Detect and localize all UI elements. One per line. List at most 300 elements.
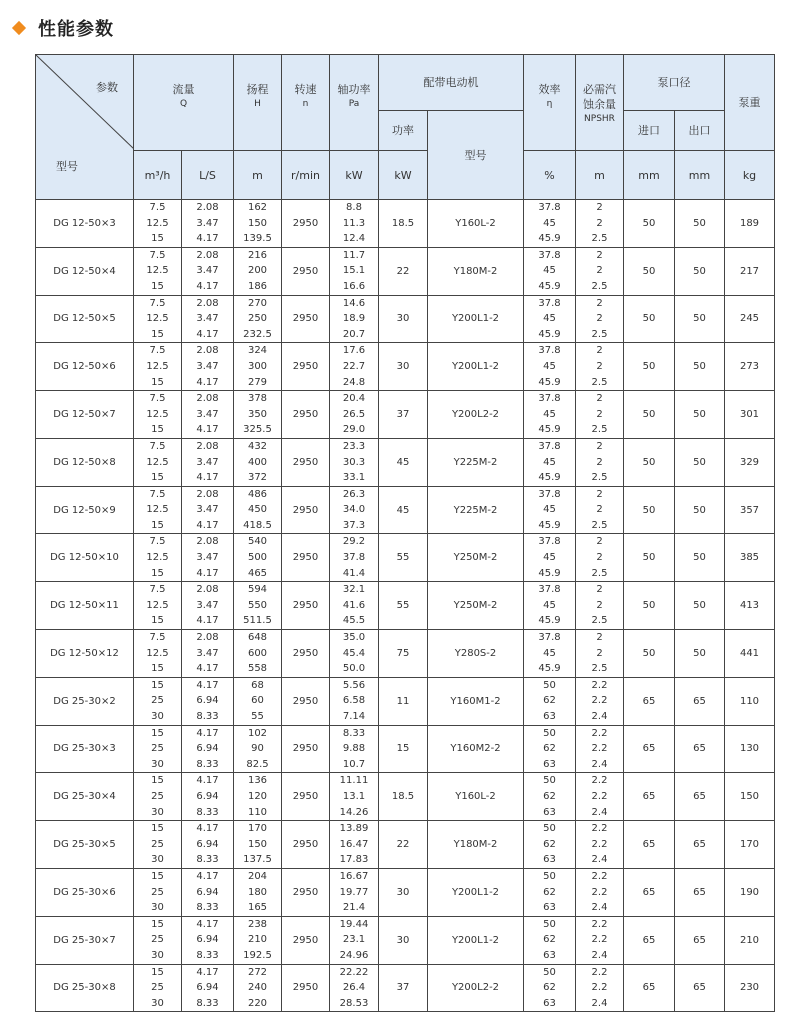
shaft-power-cell-value: 32.1 — [342, 584, 366, 596]
flow-ls-cell-value: 4.17 — [196, 615, 219, 627]
shaft-power-cell-value: 17.83 — [339, 854, 369, 866]
shaft-power-cell-value: 35.0 — [342, 632, 366, 644]
speed-cell: 2950 — [282, 677, 330, 725]
flow-ls-cell-value: 6.94 — [196, 838, 219, 850]
motor-model-cell: Y160M1-2 — [428, 677, 524, 725]
header-flow — [134, 55, 234, 151]
outlet-cell: 50 — [675, 534, 725, 582]
efficiency-cell — [524, 821, 576, 869]
header-speed — [282, 55, 330, 151]
header-shaft-power-symbol: Pa — [348, 99, 360, 109]
inlet-cell: 50 — [624, 438, 675, 486]
flow-ls-cell-value: 4.17 — [196, 424, 219, 436]
shaft-power-cell — [330, 247, 379, 295]
npshr-cell-value: 2.2 — [591, 966, 608, 978]
header-params-label: 参数 — [96, 81, 118, 94]
npshr-cell — [576, 391, 624, 439]
efficiency-cell-value: 45.9 — [538, 233, 561, 245]
shaft-power-cell — [330, 821, 379, 869]
shaft-power-cell-value: 41.4 — [342, 567, 366, 579]
head-cell-value: 432 — [247, 440, 268, 452]
flow-ls-cell — [182, 821, 234, 869]
flow-ls-cell-value: 4.17 — [196, 823, 219, 835]
flow-m3h-cell-value: 25 — [151, 838, 164, 850]
npshr-cell-value: 2.2 — [591, 886, 608, 898]
flow-ls-cell — [182, 964, 234, 1012]
efficiency-cell — [524, 247, 576, 295]
outlet-cell: 65 — [675, 725, 725, 773]
shaft-power-cell-value: 22.7 — [342, 360, 366, 372]
weight-cell: 441 — [725, 630, 775, 678]
unit-motor-power: kW — [379, 151, 428, 200]
head-cell-value: 272 — [247, 966, 268, 978]
shaft-power-cell-value: 41.6 — [342, 599, 366, 611]
outlet-cell: 65 — [675, 677, 725, 725]
speed-cell: 2950 — [282, 534, 330, 582]
model-cell: DG 25-30×3 — [36, 725, 134, 773]
flow-ls-cell-value: 8.33 — [196, 711, 219, 722]
flow-m3h-cell — [134, 725, 182, 773]
motor-power-cell: 55 — [379, 582, 428, 630]
inlet-cell: 50 — [624, 200, 675, 248]
shaft-power-cell — [330, 916, 379, 964]
shaft-power-cell-value: 34.0 — [342, 504, 366, 516]
npshr-cell-value: 2.2 — [591, 870, 608, 882]
motor-model-cell: Y200L1-2 — [428, 868, 524, 916]
efficiency-cell — [524, 677, 576, 725]
head-cell-value: 55 — [251, 711, 264, 722]
efficiency-cell-value: 45 — [543, 408, 556, 420]
flow-ls-cell-value: 3.47 — [196, 599, 219, 611]
weight-cell: 189 — [725, 200, 775, 248]
model-cell: DG 25-30×6 — [36, 868, 134, 916]
flow-m3h-cell-value: 15 — [151, 663, 164, 675]
shaft-power-cell-value: 45.4 — [342, 647, 366, 659]
npshr-cell-value: 2.5 — [591, 424, 608, 436]
head-cell — [234, 247, 282, 295]
flow-ls-cell-value: 6.94 — [196, 695, 219, 707]
npshr-cell-value: 2.4 — [591, 758, 608, 770]
efficiency-cell-value: 63 — [543, 902, 556, 914]
flow-m3h-cell-value: 7.5 — [149, 297, 166, 309]
speed-cell: 2950 — [282, 582, 330, 630]
head-cell-value: 550 — [247, 599, 268, 611]
npshr-cell-value: 2 — [596, 632, 603, 644]
efficiency-cell-value: 63 — [543, 711, 556, 722]
flow-m3h-cell-value: 25 — [151, 695, 164, 707]
shaft-power-cell — [330, 677, 379, 725]
motor-model-cell: Y180M-2 — [428, 821, 524, 869]
header-npshr-line1: 必需汽 — [583, 83, 616, 96]
npshr-cell-value: 2.5 — [591, 663, 608, 675]
outlet-cell: 65 — [675, 821, 725, 869]
head-cell-value: 136 — [247, 775, 268, 787]
shaft-power-cell — [330, 534, 379, 582]
outlet-cell: 50 — [675, 486, 725, 534]
shaft-power-cell — [330, 200, 379, 248]
npshr-cell-value: 2.2 — [591, 918, 608, 930]
header-head-label: 扬程 — [246, 83, 269, 96]
efficiency-cell — [524, 486, 576, 534]
npshr-cell-value: 2.4 — [591, 949, 608, 961]
weight-cell: 385 — [725, 534, 775, 582]
efficiency-cell — [524, 534, 576, 582]
head-cell-value: 450 — [247, 504, 268, 516]
flow-m3h-cell-value: 12.5 — [146, 313, 169, 325]
npshr-cell-value: 2 — [596, 202, 603, 213]
shaft-power-cell-value: 33.1 — [342, 472, 366, 484]
model-cell: DG 25-30×8 — [36, 964, 134, 1012]
flow-ls-cell-value: 6.94 — [196, 743, 219, 755]
outlet-cell: 50 — [675, 391, 725, 439]
flow-ls-cell-value: 3.47 — [196, 552, 219, 564]
weight-cell: 210 — [725, 916, 775, 964]
efficiency-cell-value: 62 — [543, 886, 556, 898]
motor-power-cell: 45 — [379, 486, 428, 534]
inlet-cell: 50 — [624, 534, 675, 582]
npshr-cell — [576, 821, 624, 869]
head-cell-value: 110 — [247, 806, 268, 818]
header-speed-symbol: n — [302, 99, 309, 109]
head-cell-value: 139.5 — [243, 233, 272, 245]
npshr-cell — [576, 630, 624, 678]
shaft-power-cell — [330, 343, 379, 391]
shaft-power-cell-value: 29.2 — [342, 536, 366, 548]
model-cell: DG 12-50×10 — [36, 534, 134, 582]
model-cell: DG 25-30×4 — [36, 773, 134, 821]
section-title: 性能参数 — [38, 19, 114, 40]
flow-ls-cell — [182, 773, 234, 821]
flow-ls-cell-value: 4.17 — [196, 472, 219, 484]
npshr-cell-value: 2 — [596, 536, 603, 548]
speed-cell: 2950 — [282, 486, 330, 534]
flow-ls-cell-value: 8.33 — [196, 854, 219, 866]
header-outlet: 出口 — [675, 111, 725, 151]
npshr-cell-value: 2.2 — [591, 727, 608, 739]
shaft-power-cell-value: 24.8 — [342, 376, 366, 388]
header-speed-label: 转速 — [294, 83, 317, 96]
header-npshr — [576, 55, 624, 151]
flow-ls-cell-value: 4.17 — [196, 775, 219, 787]
model-cell: DG 12-50×6 — [36, 343, 134, 391]
efficiency-cell-value: 37.8 — [538, 584, 561, 596]
speed-cell: 2950 — [282, 630, 330, 678]
shaft-power-cell-value: 13.1 — [342, 790, 366, 802]
outlet-cell: 65 — [675, 773, 725, 821]
weight-cell: 329 — [725, 438, 775, 486]
npshr-cell-value: 2 — [596, 408, 603, 420]
shaft-power-cell-value: 30.3 — [342, 456, 366, 468]
motor-power-cell: 15 — [379, 725, 428, 773]
npshr-cell-value: 2 — [596, 599, 603, 611]
table-row — [36, 868, 775, 916]
efficiency-cell-value: 45 — [543, 265, 556, 277]
flow-ls-cell-value: 3.47 — [196, 265, 219, 277]
head-cell-value: 220 — [247, 997, 268, 1009]
flow-ls-cell-value: 3.47 — [196, 456, 219, 468]
header-head — [234, 55, 282, 151]
efficiency-cell-value: 45.9 — [538, 280, 561, 292]
header-npshr-line2: 蚀余量 — [583, 98, 616, 111]
flow-m3h-cell-value: 7.5 — [149, 536, 166, 548]
npshr-cell-value: 2.5 — [591, 376, 608, 388]
shaft-power-cell-value: 15.1 — [342, 265, 366, 277]
flow-ls-cell-value: 3.47 — [196, 647, 219, 659]
head-cell-value: 300 — [247, 360, 268, 372]
shaft-power-cell-value: 14.26 — [339, 806, 369, 818]
inlet-cell: 65 — [624, 868, 675, 916]
efficiency-cell-value: 45 — [543, 456, 556, 468]
motor-model-cell: Y160M2-2 — [428, 725, 524, 773]
flow-ls-cell-value: 2.08 — [196, 584, 219, 596]
flow-ls-cell-value: 8.33 — [196, 997, 219, 1009]
shaft-power-cell-value: 22.22 — [339, 966, 369, 978]
efficiency-cell-value: 45.9 — [538, 663, 561, 675]
efficiency-cell-value: 37.8 — [538, 393, 561, 405]
head-cell — [234, 773, 282, 821]
flow-ls-cell-value: 8.33 — [196, 758, 219, 770]
speed-cell: 2950 — [282, 391, 330, 439]
flow-m3h-cell-value: 7.5 — [149, 488, 166, 500]
head-cell-value: 150 — [247, 217, 268, 229]
flow-ls-cell-value: 2.08 — [196, 632, 219, 644]
shaft-power-cell-value: 16.47 — [339, 838, 369, 850]
flow-ls-cell-value: 3.47 — [196, 408, 219, 420]
head-cell — [234, 630, 282, 678]
header-motor-power: 功率 — [379, 111, 428, 151]
flow-ls-cell — [182, 534, 234, 582]
table-row — [36, 247, 775, 295]
flow-ls-cell-value: 3.47 — [196, 313, 219, 325]
shaft-power-cell — [330, 868, 379, 916]
flow-m3h-cell-value: 25 — [151, 934, 164, 946]
head-cell-value: 68 — [251, 679, 264, 691]
npshr-cell — [576, 295, 624, 343]
efficiency-cell-value: 45 — [543, 313, 556, 325]
table-row — [36, 821, 775, 869]
npshr-cell-value: 2.4 — [591, 902, 608, 914]
shaft-power-cell-value: 23.1 — [342, 934, 366, 946]
motor-power-cell: 18.5 — [379, 773, 428, 821]
flow-m3h-cell-value: 12.5 — [146, 599, 169, 611]
flow-m3h-cell-value: 15 — [151, 519, 164, 531]
efficiency-cell-value: 45 — [543, 217, 556, 229]
head-cell — [234, 534, 282, 582]
npshr-cell-value: 2 — [596, 504, 603, 516]
flow-m3h-cell-value: 30 — [151, 711, 164, 722]
flow-ls-cell-value: 2.08 — [196, 393, 219, 405]
model-cell: DG 12-50×8 — [36, 438, 134, 486]
shaft-power-cell-value: 16.6 — [342, 280, 366, 292]
efficiency-cell-value: 45 — [543, 599, 556, 611]
npshr-cell — [576, 247, 624, 295]
flow-m3h-cell — [134, 343, 182, 391]
model-cell: DG 25-30×5 — [36, 821, 134, 869]
efficiency-cell-value: 45.9 — [538, 567, 561, 579]
flow-ls-cell-value: 6.94 — [196, 790, 219, 802]
head-cell — [234, 391, 282, 439]
shaft-power-cell-value: 26.3 — [342, 488, 366, 500]
npshr-cell-value: 2 — [596, 552, 603, 564]
flow-m3h-cell — [134, 438, 182, 486]
flow-ls-cell — [182, 630, 234, 678]
npshr-cell — [576, 677, 624, 725]
shaft-power-cell — [330, 630, 379, 678]
weight-cell: 170 — [725, 821, 775, 869]
motor-power-cell: 45 — [379, 438, 428, 486]
npshr-cell-value: 2 — [596, 647, 603, 659]
motor-power-cell: 18.5 — [379, 200, 428, 248]
flow-ls-cell-value: 4.17 — [196, 519, 219, 531]
flow-ls-cell-value: 4.17 — [196, 233, 219, 245]
weight-cell: 230 — [725, 964, 775, 1012]
unit-speed: r/min — [282, 151, 330, 200]
flow-ls-cell-value: 2.08 — [196, 249, 219, 261]
inlet-cell: 50 — [624, 247, 675, 295]
outlet-cell: 50 — [675, 630, 725, 678]
head-cell-value: 558 — [247, 663, 268, 675]
npshr-cell-value: 2 — [596, 265, 603, 277]
npshr-cell-value: 2.2 — [591, 790, 608, 802]
npshr-cell — [576, 964, 624, 1012]
motor-power-cell: 30 — [379, 343, 428, 391]
motor-model-cell: Y200L1-2 — [428, 295, 524, 343]
unit-inlet: mm — [624, 151, 675, 200]
motor-model-cell: Y180M-2 — [428, 247, 524, 295]
flow-ls-cell-value: 4.17 — [196, 679, 219, 691]
flow-m3h-cell-value: 25 — [151, 790, 164, 802]
efficiency-cell-value: 50 — [543, 727, 556, 739]
outlet-cell: 50 — [675, 343, 725, 391]
diagonal-line — [36, 55, 134, 207]
unit-head: m — [234, 151, 282, 200]
shaft-power-cell — [330, 964, 379, 1012]
model-cell: DG 12-50×4 — [36, 247, 134, 295]
efficiency-cell-value: 45.9 — [538, 328, 561, 340]
efficiency-cell-value: 50 — [543, 918, 556, 930]
efficiency-cell-value: 45 — [543, 360, 556, 372]
shaft-power-cell — [330, 486, 379, 534]
npshr-cell — [576, 773, 624, 821]
efficiency-cell-value: 45 — [543, 552, 556, 564]
efficiency-cell-value: 50 — [543, 775, 556, 787]
unit-weight: kg — [725, 151, 775, 200]
flow-m3h-cell-value: 15 — [151, 567, 164, 579]
head-cell-value: 511.5 — [243, 615, 272, 627]
header-npshr-symbol: NPSHR — [584, 114, 615, 124]
speed-cell: 2950 — [282, 868, 330, 916]
flow-m3h-cell-value: 15 — [151, 328, 164, 340]
shaft-power-cell — [330, 773, 379, 821]
head-cell-value: 170 — [247, 823, 268, 835]
head-cell-value: 648 — [247, 632, 268, 644]
shaft-power-cell-value: 37.8 — [342, 552, 366, 564]
head-cell — [234, 582, 282, 630]
efficiency-cell-value: 62 — [543, 982, 556, 994]
efficiency-cell — [524, 582, 576, 630]
flow-m3h-cell — [134, 534, 182, 582]
flow-m3h-cell-value: 15 — [151, 918, 164, 930]
shaft-power-cell-value: 37.3 — [342, 519, 366, 531]
npshr-cell — [576, 200, 624, 248]
speed-cell: 2950 — [282, 725, 330, 773]
npshr-cell-value: 2.2 — [591, 679, 608, 691]
head-cell-value: 60 — [251, 695, 264, 707]
npshr-cell-value: 2 — [596, 584, 603, 596]
flow-ls-cell-value: 2.08 — [196, 536, 219, 548]
head-cell-value: 240 — [247, 982, 268, 994]
flow-ls-cell-value: 4.17 — [196, 966, 219, 978]
flow-m3h-cell — [134, 486, 182, 534]
table-row — [36, 295, 775, 343]
flow-ls-cell-value: 8.33 — [196, 949, 219, 961]
header-flow-symbol: Q — [179, 99, 188, 109]
npshr-cell-value: 2.5 — [591, 472, 608, 484]
motor-model-cell: Y200L2-2 — [428, 391, 524, 439]
npshr-cell-value: 2 — [596, 488, 603, 500]
npshr-cell-value: 2.4 — [591, 806, 608, 818]
header-inlet: 进口 — [624, 111, 675, 151]
flow-ls-cell-value: 6.94 — [196, 982, 219, 994]
flow-m3h-cell-value: 7.5 — [149, 249, 166, 261]
efficiency-cell-value: 63 — [543, 949, 556, 961]
table-row — [36, 630, 775, 678]
flow-m3h-cell-value: 12.5 — [146, 504, 169, 516]
npshr-cell — [576, 725, 624, 773]
flow-m3h-cell — [134, 868, 182, 916]
motor-model-cell: Y200L1-2 — [428, 916, 524, 964]
weight-cell: 245 — [725, 295, 775, 343]
efficiency-cell-value: 45.9 — [538, 376, 561, 388]
efficiency-cell-value: 50 — [543, 823, 556, 835]
flow-m3h-cell — [134, 295, 182, 343]
inlet-cell: 50 — [624, 391, 675, 439]
shaft-power-cell-value: 28.53 — [339, 997, 369, 1009]
shaft-power-cell-value: 26.5 — [342, 408, 366, 420]
head-cell-value: 137.5 — [243, 854, 272, 866]
npshr-cell-value: 2 — [596, 345, 603, 357]
flow-ls-cell-value: 8.33 — [196, 806, 219, 818]
flow-m3h-cell-value: 15 — [151, 615, 164, 627]
head-cell-value: 82.5 — [246, 758, 269, 770]
header-efficiency — [524, 55, 576, 151]
npshr-cell-value: 2.5 — [591, 567, 608, 579]
npshr-cell-value: 2 — [596, 313, 603, 325]
flow-ls-cell — [182, 486, 234, 534]
motor-model-cell: Y160L-2 — [428, 773, 524, 821]
flow-ls-cell-value: 8.33 — [196, 902, 219, 914]
npshr-cell-value: 2.5 — [591, 280, 608, 292]
motor-power-cell: 22 — [379, 821, 428, 869]
head-cell-value: 600 — [247, 647, 268, 659]
head-cell — [234, 725, 282, 773]
speed-cell: 2950 — [282, 295, 330, 343]
weight-cell: 130 — [725, 725, 775, 773]
motor-model-cell: Y160L-2 — [428, 200, 524, 248]
efficiency-cell — [524, 964, 576, 1012]
flow-m3h-cell — [134, 200, 182, 248]
head-cell-value: 350 — [247, 408, 268, 420]
motor-model-cell: Y200L1-2 — [428, 343, 524, 391]
head-cell — [234, 438, 282, 486]
head-cell-value: 238 — [247, 918, 268, 930]
npshr-cell-value: 2.5 — [591, 328, 608, 340]
head-cell-value: 486 — [247, 488, 268, 500]
shaft-power-cell-value: 21.4 — [342, 902, 366, 914]
model-cell: DG 25-30×2 — [36, 677, 134, 725]
shaft-power-cell-value: 10.7 — [342, 758, 366, 770]
efficiency-cell-value: 45.9 — [538, 519, 561, 531]
